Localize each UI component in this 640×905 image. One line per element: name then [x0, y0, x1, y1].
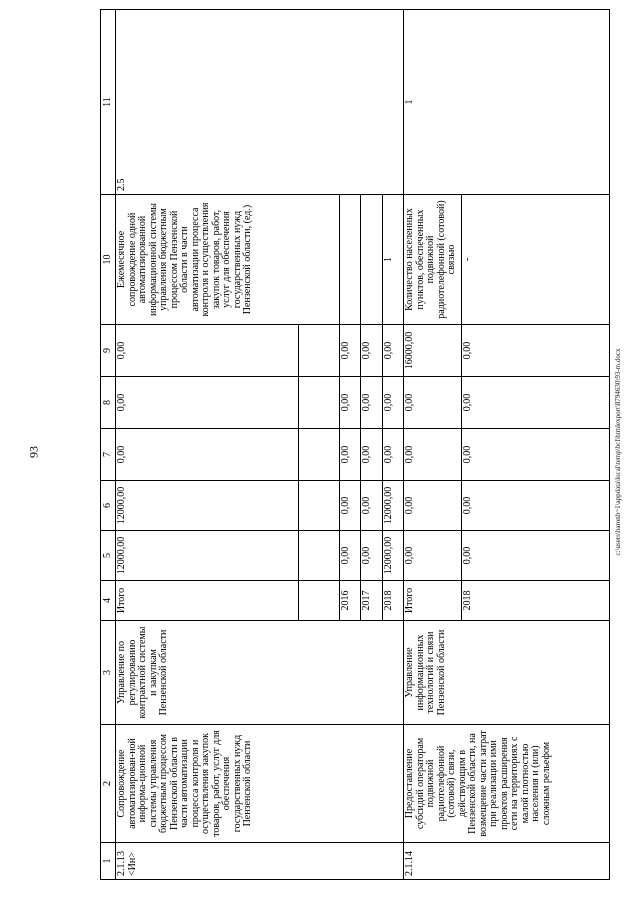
value-col5: 0,00 — [361, 531, 383, 581]
value-col7: 0,00 — [462, 429, 610, 481]
period-label: 2017 — [361, 581, 383, 621]
table-row — [116, 10, 299, 880]
table-row — [404, 10, 462, 880]
blank-cell — [298, 481, 339, 531]
task-number: 2.5 — [116, 10, 404, 195]
executor: Управление по регулированию контрактной системы и закупкам Пензенской области — [116, 621, 404, 725]
value-col9: 0,00 — [361, 325, 383, 377]
indicator-text: Ежемесячное сопровождение одной автоматизированной информационной системы управления бюджетным процессом Пензенской области в части автоматизации процесса контроля и осуществления закупок товаров, работ, услуг для обеспечения государственных нужд Пензенской области, (ед.) — [116, 195, 340, 325]
blank-cell — [298, 581, 339, 621]
col-number-8: 8 — [101, 377, 116, 429]
value-col8: 0,00 — [361, 377, 383, 429]
col-number-10: 10 — [101, 195, 116, 325]
period-label: 2018 — [382, 581, 404, 621]
value-col5: 0,00 — [462, 531, 610, 581]
col-number-11: 11 — [101, 10, 116, 195]
col-number-3: 3 — [101, 621, 116, 725]
rotated-page-content — [100, 10, 610, 880]
value-col5: 12000,00 — [116, 531, 299, 581]
value-col6: 0,00 — [361, 481, 383, 531]
value-col7: 0,00 — [339, 429, 361, 481]
header-number-row — [101, 10, 116, 880]
measure-name: Предоставление субсидий операторам подвижной радиотелефонной (сотовой) связи, действующим в Пензенской области, на возмещение части затрат при реализации ими проектов расширения сети на территориях с малой плотностью населения и (или) сложным рельефом — [404, 725, 610, 843]
indicator-cell-empty — [361, 195, 383, 325]
value-col8: 0,00 — [116, 377, 299, 429]
value-col7: 0,00 — [404, 429, 462, 481]
task-number: 1 — [404, 10, 610, 195]
indicator-text: Количество населенных пунктов, обеспеченных подвижной радиотелефонной (сотовой) связью — [404, 195, 462, 325]
indicator-value-2018: 1 — [382, 195, 404, 325]
blank-cell — [298, 377, 339, 429]
indicator-value-2018: - — [462, 195, 610, 325]
value-col6: 12000,00 — [116, 481, 299, 531]
period-label: Итого — [404, 581, 462, 621]
col-number-7: 7 — [101, 429, 116, 481]
page-number: 93 — [26, 446, 41, 458]
value-col8: 0,00 — [339, 377, 361, 429]
period-label: 2016 — [339, 581, 361, 621]
value-col8: 0,00 — [404, 377, 462, 429]
value-col8: 0,00 — [382, 377, 404, 429]
period-label: 2018 — [462, 581, 610, 621]
col-number-4: 4 — [101, 581, 116, 621]
footer-file-path: c:\users\baronb~1\appdata\local\temp\bcl\htmlexport\8794630\93-m.docx — [614, 348, 622, 556]
blank-cell — [298, 325, 339, 377]
value-col7: 0,00 — [361, 429, 383, 481]
value-col7: 0,00 — [382, 429, 404, 481]
value-col9: 0,00 — [382, 325, 404, 377]
measure-code: 2.1.13 — [116, 851, 127, 876]
col-number-6: 6 — [101, 481, 116, 531]
measure-name: Сопровождение автоматизирован-ной информа-ционной системы управления бюджетным процессом Пензенской области в части автоматизации процесса контроля и осуществления закупок товаров, работ, услуг для обеспечения государственных нужд Пензенской области — [116, 725, 404, 843]
value-col9: 0,00 — [116, 325, 299, 377]
value-col9: 0,00 — [339, 325, 361, 377]
value-col7: 0,00 — [116, 429, 299, 481]
budget-measures-table — [100, 9, 610, 880]
measure-code-cell — [116, 843, 404, 880]
value-col5: 0,00 — [404, 531, 462, 581]
col-number-1: 1 — [101, 843, 116, 880]
value-col6: 0,00 — [462, 481, 610, 531]
executor: Управление информационных технологий и связи Пензенской области — [404, 621, 610, 725]
col-number-5: 5 — [101, 531, 116, 581]
measure-code-sub: <Ин> — [126, 852, 138, 876]
measure-code: 2.1.14 — [404, 843, 610, 880]
value-col6: 12000,00 — [382, 481, 404, 531]
blank-cell — [298, 531, 339, 581]
value-col8: 0,00 — [462, 377, 610, 429]
value-col9: 16000,00 — [404, 325, 462, 377]
value-col6: 0,00 — [404, 481, 462, 531]
period-label: Итого — [116, 581, 299, 621]
col-number-2: 2 — [101, 725, 116, 843]
blank-cell — [298, 429, 339, 481]
indicator-cell-empty — [339, 195, 361, 325]
value-col9: 0,00 — [462, 325, 610, 377]
value-col5: 0,00 — [339, 531, 361, 581]
value-col6: 0,00 — [339, 481, 361, 531]
value-col5: 12000,00 — [382, 531, 404, 581]
col-number-9: 9 — [101, 325, 116, 377]
